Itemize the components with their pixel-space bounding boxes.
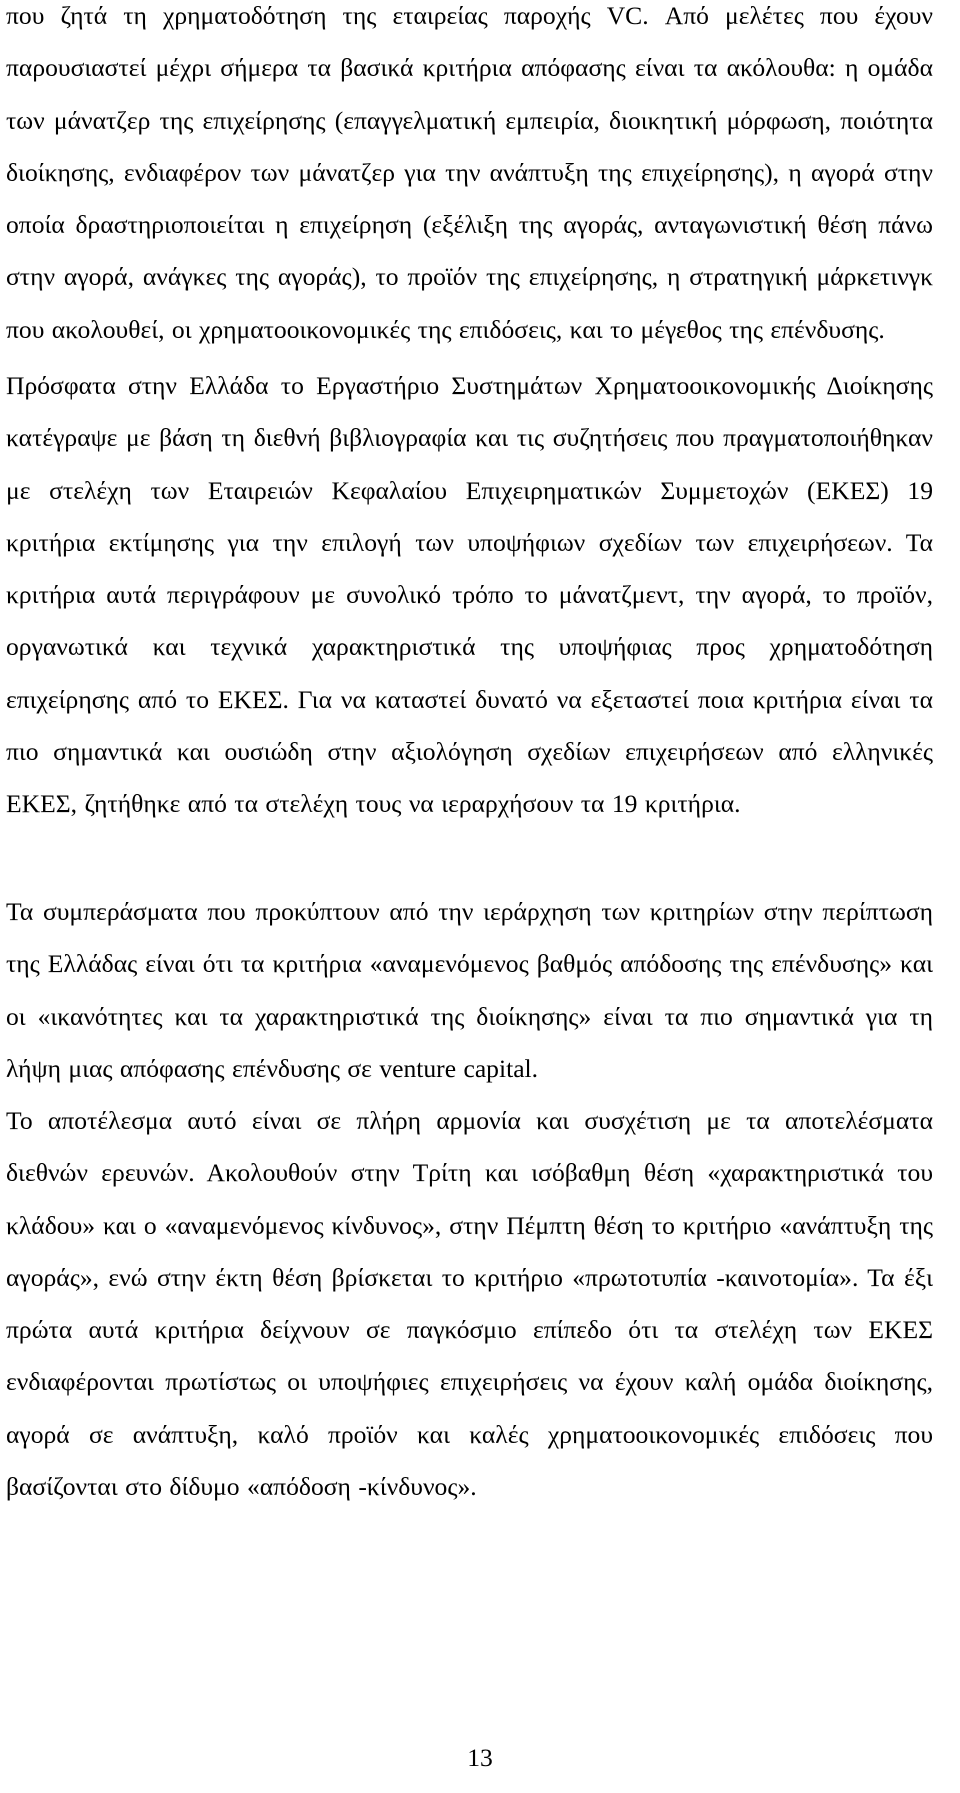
paragraph-2: Πρόσφατα στην Ελλάδα το Εργαστήριο Συστημάτων Χρηματοοικονομικής Διοίκησης κατέγραψε με βάση τη διεθνή βιβλιογραφία και τις συζητήσεις που πραγματοποιήθηκαν με στελέχη των Εταιρειών Κεφαλαίου Επιχειρηματικών Συμμετοχών (ΕΚΕΣ) 19 κριτήρια εκτίμησης για την επιλογή των υποψήφιων σχεδίων των επιχειρήσεων. Τα κριτήρια αυτά περιγράφουν με συνολικό τρόπο το μάνατζμεντ, την αγορά, το προϊόν, οργανωτικά και τεχνικά χαρακτηριστικά της υποψήφιας προς χρηματοδότηση επιχείρησης από το ΕΚΕΣ. Για να καταστεί δυνατό να εξεταστεί ποια κριτήρια είναι τα πιο σημαντικά και ουσιώδη στην αξιολόγηση σχεδίων επιχειρήσεων από ελληνικές ΕΚΕΣ, ζητήθηκε από τα στελέχη τους να ιεραρχήσουν τα 19 κριτήρια. [6,371,933,819]
paragraph-1: που ζητά τη χρηματοδότηση της εταιρείας παροχής VC. Από μελέτες που έχουν παρουσιαστεί μέχρι σήμερα τα βασικά κριτήρια απόφασης είναι τα ακόλουθα: η ομάδα των μάνατζερ της επιχείρησης (επαγγελματική εμπειρία, διοικητική μόρφωση, ποιότητα διοίκησης, ενδιαφέρον των μάνατζερ για την ανάπτυξη της επιχείρησης), η αγορά στην οποία δραστηριοποιείται η επιχείρηση (εξέλιξη της αγοράς, ανταγωνιστική θέση πάνω στην αγορά, ανάγκες της αγοράς), το προϊόν της επιχείρησης, η στρατηγική μάρκετινγκ που ακολουθεί, οι χρηματοοικονομικές της επιδόσεις, και το μέγεθος της επένδυσης. [6,1,933,344]
paragraph-3: Τα συμπεράσματα που προκύπτουν από την ιεράρχηση των κριτηρίων στην περίπτωση της Ελλάδας είναι ότι τα κριτήρια «αναμενόμενος βαθμός απόδοσης της επένδυσης» και οι «ικανότητες και τα χαρακτηριστικά της διοίκησης» είναι τα πιο σημαντικά για τη λήψη μιας απόφασης επένδυσης σε venture capital. [6,897,933,1083]
page-number: 13 [467,1743,493,1772]
paragraph-4: Το αποτέλεσμα αυτό είναι σε πλήρη αρμονία και συσχέτιση με τα αποτελέσματα διεθνών ερευνών. Ακολουθούν στην Τρίτη και ισόβαθμη θέση «χαρακτηριστικά του κλάδου» και ο «αναμενόμενος κίνδυνος», στην Πέμπτη θέση το κριτήριο «ανάπτυξη της αγοράς», ενώ στην έκτη θέση βρίσκεται το κριτήριο «πρωτοτυπία -καινοτομία». Τα έξι πρώτα αυτά κριτήρια δείχνουν σε παγκόσμιο επίπεδο ότι τα στελέχη των ΕΚΕΣ ενδιαφέρονται πρωτίστως οι υποψήφιες επιχειρήσεις να έχουν καλή ομάδα διοίκησης, αγορά σε ανάπτυξη, καλό προϊόν και καλές χρηματοοικονομικές επιδόσεις που βασίζονται στο δίδυμο «απόδοση -κίνδυνος». [6,1106,933,1502]
